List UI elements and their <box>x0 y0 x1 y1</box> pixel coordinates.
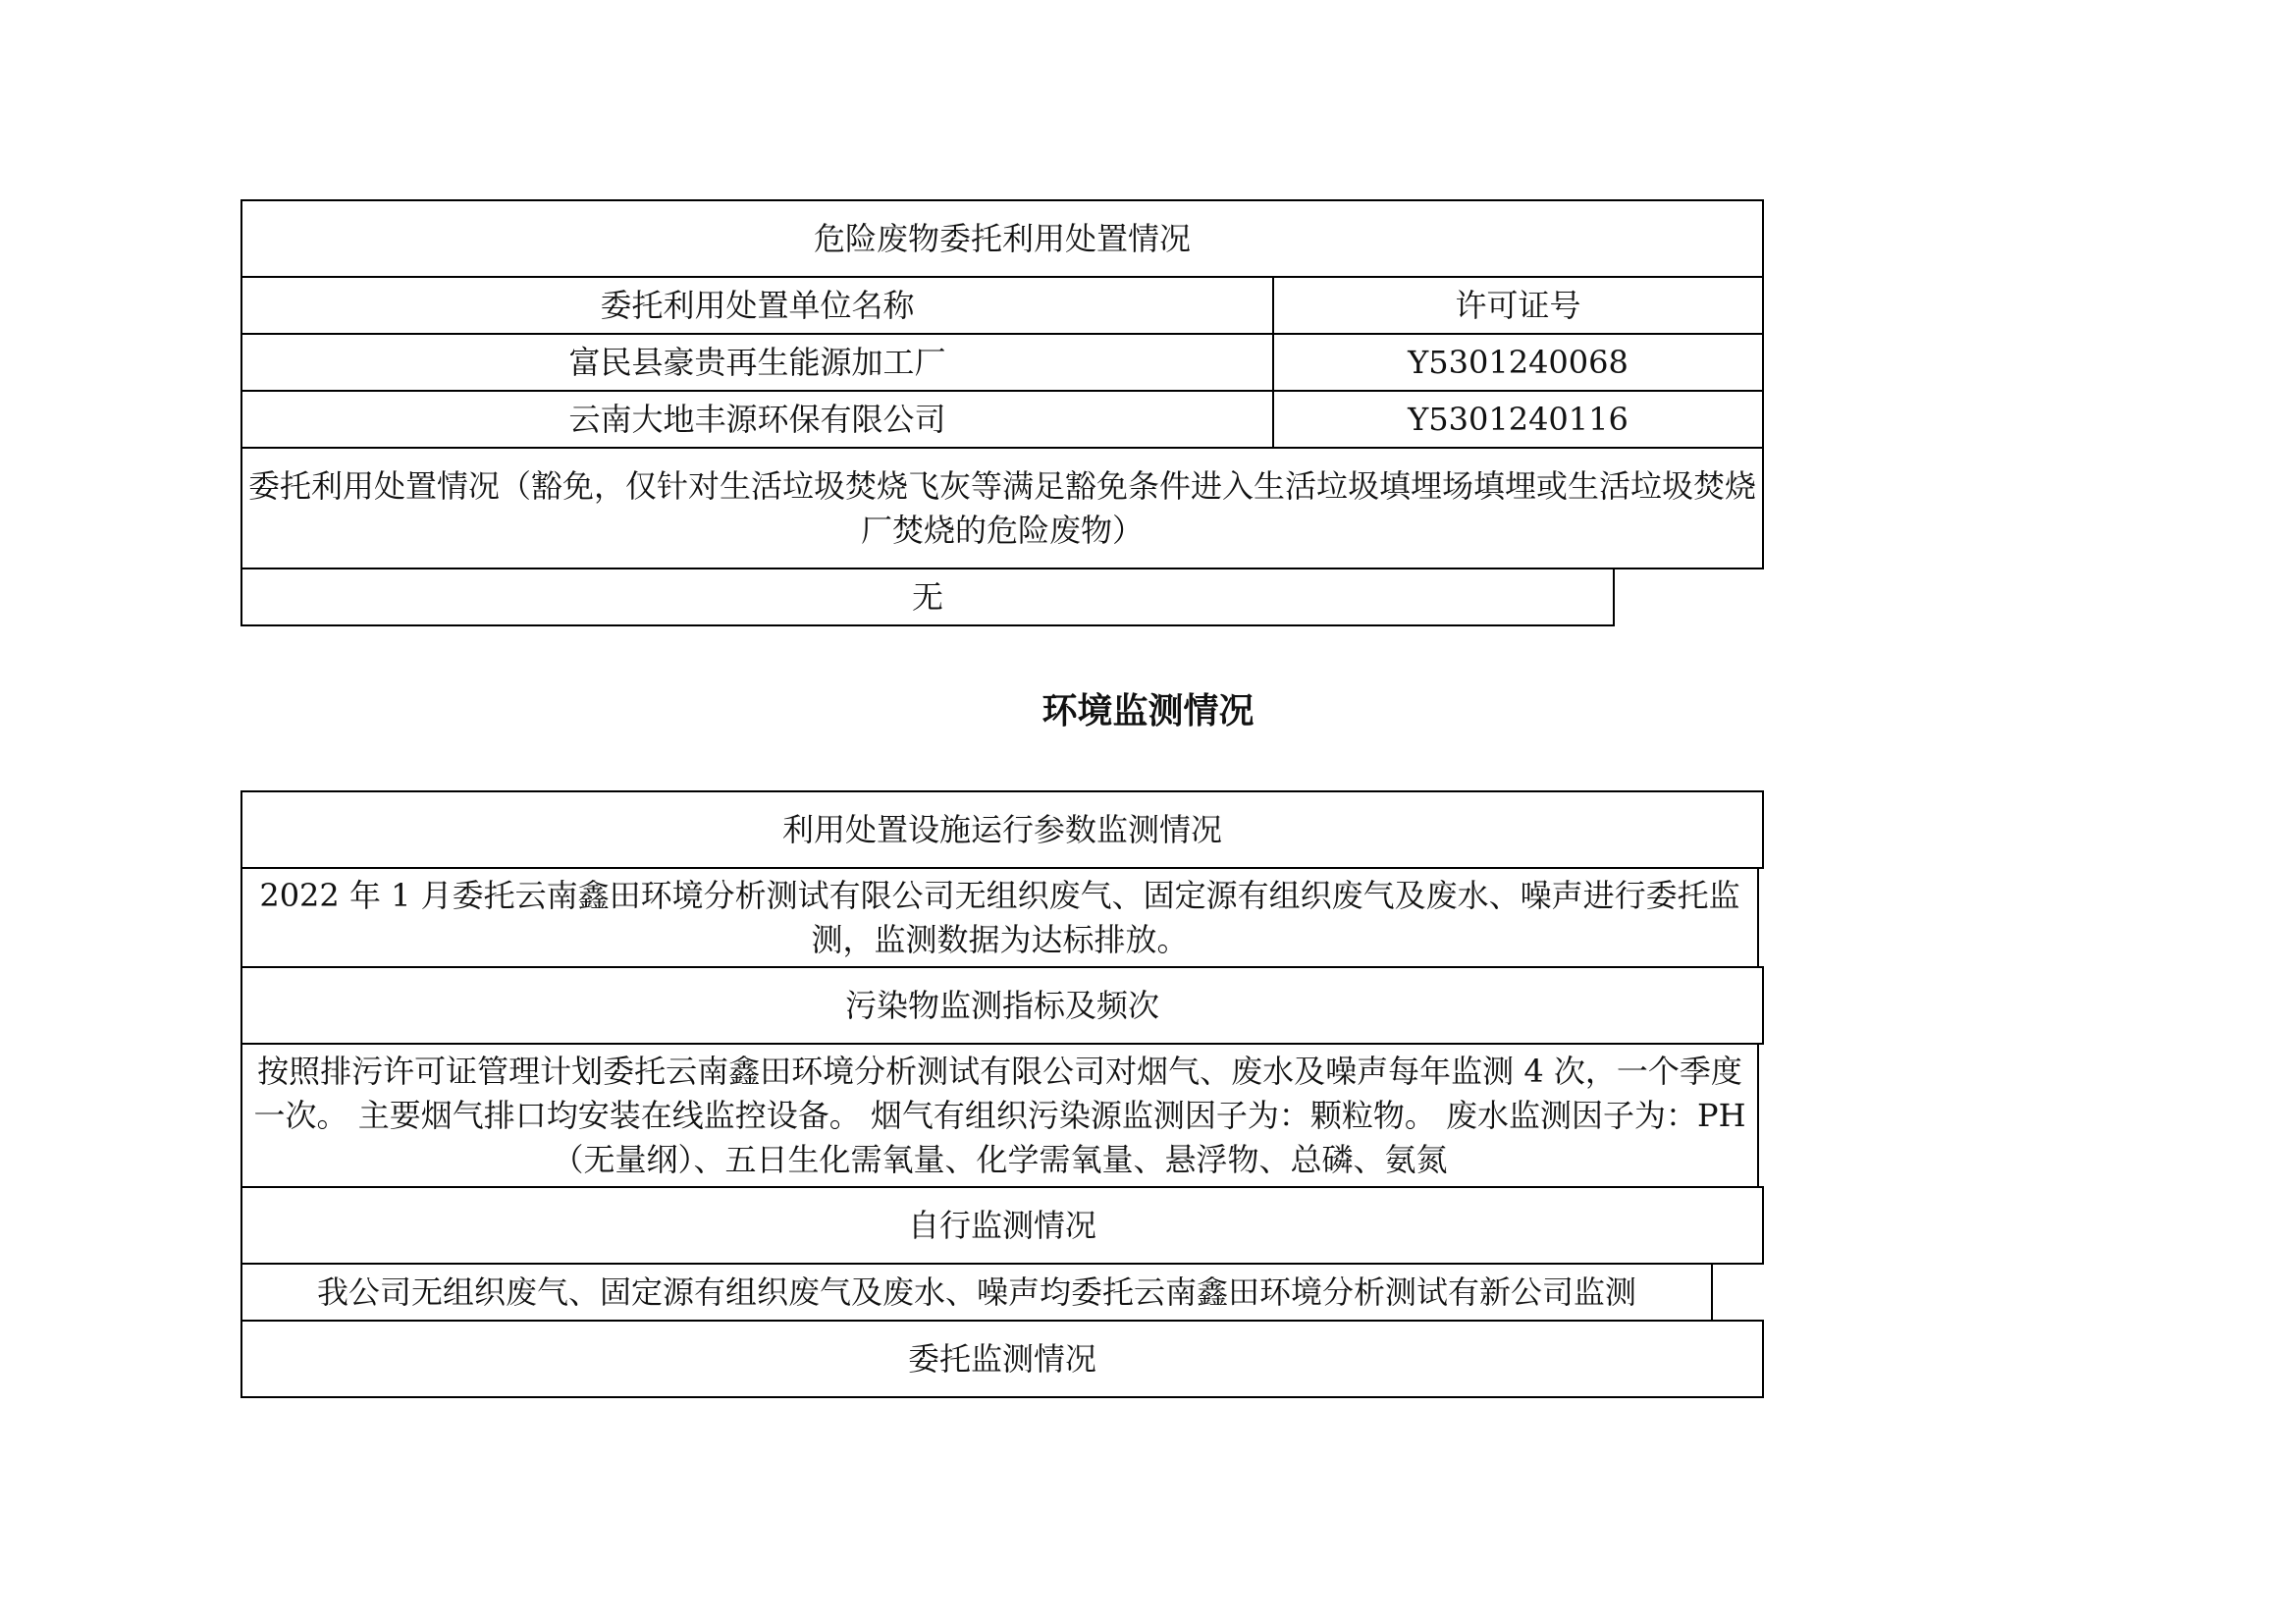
entrusted-monitoring-header: 委托监测情况 <box>240 1320 1764 1398</box>
facility-monitoring-text: 2022 年 1 月委托云南鑫田环境分析测试有限公司无组织废气、固定源有组织废气及废水、噪声进行委托监测，监测数据为达标排放。 <box>240 867 1759 968</box>
table1-title: 危险废物委托利用处置情况 <box>240 199 1764 278</box>
table1-exemption-label: 委托利用处置情况（豁免，仅针对生活垃圾焚烧飞灰等满足豁免条件进入生活垃圾填埋场填埋或生活垃圾焚烧厂焚烧的危险废物） <box>240 447 1764 569</box>
self-monitoring-text: 我公司无组织废气、固定源有组织废气及废水、噪声均委托云南鑫田环境分析测试有新公司监测 <box>240 1263 1713 1322</box>
table1-row-2-license: Y5301240116 <box>1272 390 1764 449</box>
pollutant-indicators-header: 污染物监测指标及频次 <box>240 966 1764 1045</box>
table1-header-unit-name: 委托利用处置单位名称 <box>240 276 1274 335</box>
table1-row-1-license: Y5301240068 <box>1272 333 1764 392</box>
self-monitoring-header: 自行监测情况 <box>240 1186 1764 1265</box>
pollutant-indicators-text: 按照排污许可证管理计划委托云南鑫田环境分析测试有限公司对烟气、废水及噪声每年监测 4 次，一个季度一次。 主要烟气排口均安装在线监控设备。 烟气有组织污染源监测因子为：颗粒物。 废水监测因子为：PH（无量纲）、五日生化需氧量、化学需氧量、悬浮物、总磷、氨氮 <box>240 1043 1759 1188</box>
table1-header-license-no: 许可证号 <box>1272 276 1764 335</box>
facility-monitoring-header: 利用处置设施运行参数监测情况 <box>240 790 1764 869</box>
table1-exemption-value: 无 <box>240 568 1615 626</box>
table1-row-1-unit: 富民县豪贵再生能源加工厂 <box>240 333 1274 392</box>
section-title: 环境监测情况 <box>1041 691 1255 731</box>
table1-row-2-unit: 云南大地丰源环保有限公司 <box>240 390 1274 449</box>
